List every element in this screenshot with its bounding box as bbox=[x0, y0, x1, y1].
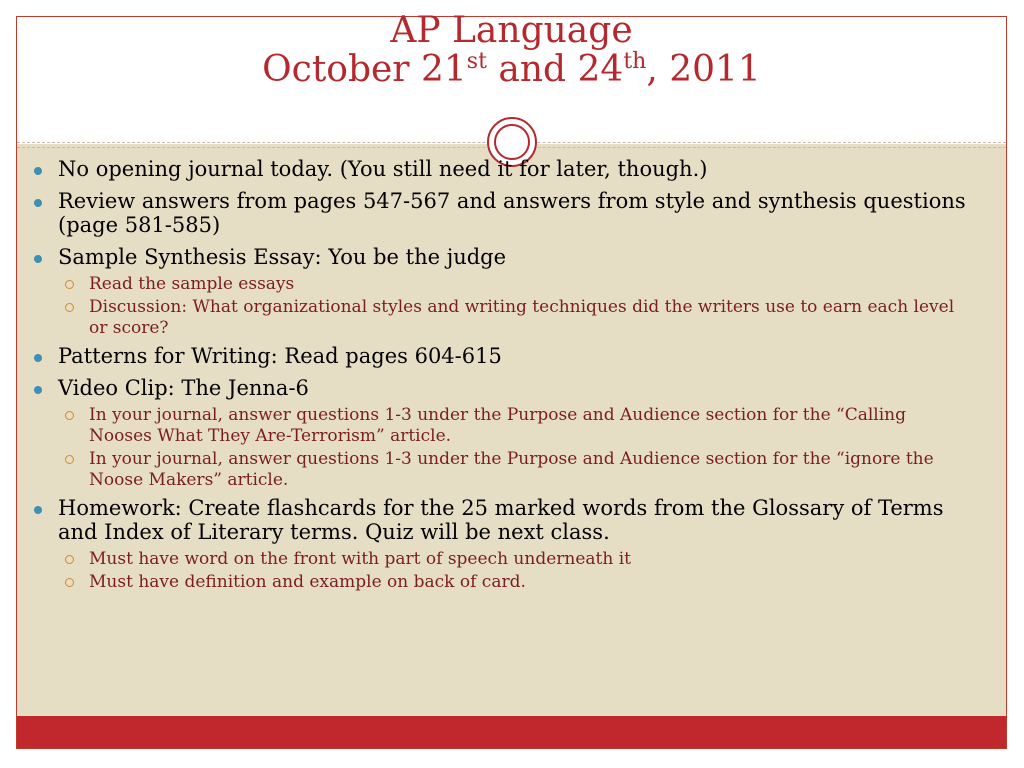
bullet-item bbox=[30, 189, 970, 237]
bullet-text: Review answers from pages 547-567 and answers from style and synthesis questions (page 581-585) bbox=[58, 189, 966, 237]
title-sup-1: st bbox=[466, 49, 487, 74]
bullet-item bbox=[30, 245, 970, 269]
sub-bullet-circle-icon bbox=[65, 578, 74, 587]
title-sup-2: th bbox=[623, 49, 647, 74]
bullet-dot-icon bbox=[34, 167, 42, 175]
bullet-text: Patterns for Writing: Read pages 604-615 bbox=[58, 344, 502, 368]
bullet-dot-icon bbox=[34, 506, 42, 514]
sub-bullet-circle-icon bbox=[65, 555, 74, 564]
bullet-text: Sample Synthesis Essay: You be the judge bbox=[58, 245, 507, 269]
title-line-1: AP Language bbox=[390, 10, 633, 51]
sub-bullet-circle-icon bbox=[65, 411, 74, 420]
sub-bullet-item bbox=[30, 297, 970, 339]
sub-bullet-text: Read the sample essays bbox=[89, 274, 295, 294]
sub-bullet-text: In your journal, answer questions 1-3 under the Purpose and Audience section for the “ignore the Noose Makers” article. bbox=[89, 449, 934, 490]
sub-bullet-item bbox=[30, 572, 970, 593]
circle-ornament-inner bbox=[494, 124, 530, 160]
sub-bullet-text: Must have definition and example on back of card. bbox=[89, 572, 526, 592]
bullet-dot-icon bbox=[34, 354, 42, 362]
bullet-item bbox=[30, 496, 970, 544]
sub-bullet-item bbox=[30, 405, 970, 447]
sub-bullet-item bbox=[30, 549, 970, 570]
sub-bullet-circle-icon bbox=[65, 455, 74, 464]
bullet-dot-icon bbox=[34, 199, 42, 207]
bullet-text: Homework: Create flashcards for the 25 marked words from the Glossary of Terms and Index of Literary terms. Quiz will be next class. bbox=[58, 496, 944, 544]
title-date-mid: and 24 bbox=[486, 49, 624, 90]
sub-bullet-circle-icon bbox=[65, 280, 74, 289]
title-line-2 bbox=[17, 50, 1006, 89]
sub-bullet-circle-icon bbox=[65, 303, 74, 312]
sub-bullet-text: In your journal, answer questions 1-3 under the Purpose and Audience section for the “Calling Nooses What They Are-Terrorism” article. bbox=[89, 405, 907, 446]
bullet-item bbox=[30, 344, 970, 368]
sub-bullet-text: Must have word on the front with part of speech underneath it bbox=[89, 549, 631, 569]
bullet-dot-icon bbox=[34, 386, 42, 394]
title-date-suffix: , 2011 bbox=[646, 49, 761, 90]
bullet-dot-icon bbox=[34, 255, 42, 263]
bullet-text: Video Clip: The Jenna-6 bbox=[58, 376, 309, 400]
slide-title bbox=[17, 11, 1006, 89]
bullet-item bbox=[30, 376, 970, 400]
bullet-list bbox=[30, 157, 970, 598]
bottom-accent-bar bbox=[17, 716, 1006, 748]
sub-bullet-item bbox=[30, 449, 970, 491]
sub-bullet-text: Discussion: What organizational styles and writing techniques did the writers use to earn each level or score? bbox=[89, 297, 955, 338]
bullet-text: No opening journal today. (You still need it for later, though.) bbox=[58, 157, 708, 181]
sub-bullet-item bbox=[30, 274, 970, 295]
bullet-item bbox=[30, 157, 970, 181]
title-date-prefix: October 21 bbox=[262, 49, 467, 90]
